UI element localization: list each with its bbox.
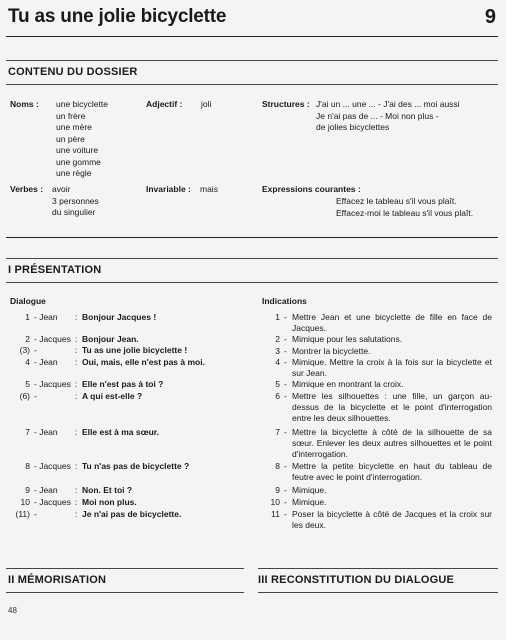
- expressions-list: [336, 196, 473, 219]
- indication-text: Mimique.: [292, 497, 327, 507]
- dialogue-text: Non. Et toi ?: [82, 485, 133, 495]
- dialogue-line-number: 10: [20, 497, 30, 507]
- presentation-heading: I PRÉSENTATION: [8, 264, 102, 276]
- verbes-item: 3 personnes: [52, 195, 99, 206]
- dialogue-text: Tu n'as pas de bicyclette ?: [82, 461, 190, 471]
- dialogue-speaker: - Jean: [34, 485, 58, 495]
- dialogue-speaker: - Jean: [34, 357, 58, 367]
- indication-dash: -: [284, 379, 287, 389]
- dialogue-line-number: 9: [25, 485, 30, 495]
- indication-dash: -: [284, 509, 287, 519]
- invariable-label: Invariable :: [146, 184, 191, 194]
- title-rule: [6, 36, 498, 37]
- dialogue-colon: :: [75, 391, 78, 401]
- indication-text: Poser la bicyclette à côté de Jacques et la croix sur les deux.: [292, 509, 492, 531]
- indication-number: 2: [275, 334, 280, 344]
- reconstitution-heading-rule: [258, 592, 498, 593]
- indication-dash: -: [284, 391, 287, 401]
- dialogue-speaker: -: [34, 509, 37, 519]
- indication-text: Mimique pour les salutations.: [292, 334, 403, 344]
- dialogue-text: Elle n'est pas à toi ?: [82, 379, 164, 389]
- noms-item: un frère: [56, 110, 86, 121]
- structures-item: de jolies bicyclettes: [316, 122, 390, 132]
- dialogue-colon: :: [75, 357, 78, 367]
- indication-text: Montrer la bicyclette.: [292, 346, 371, 356]
- contenu-top-rule: [6, 60, 498, 61]
- dossier-number: 9: [484, 6, 496, 28]
- structures-list: [316, 99, 498, 134]
- indication-text: Mettre les silhouettes : une fille, un garçon au-dessus de la bicyclette et le point d'interrogation entre les deux silhouettes.: [292, 391, 492, 424]
- indication-number: 8: [275, 461, 280, 471]
- indication-text: Mettre la petite bicyclette en haut du tableau de feutre avec le point d'interrogation.: [292, 461, 492, 483]
- dialogue-line-number: 7: [25, 427, 30, 437]
- dialogue-text: Bonjour Jean.: [82, 334, 139, 344]
- expressions-item: Effacez-moi le tableau s'il vous plaît.: [336, 207, 474, 218]
- dialogue-line-number: 1: [25, 312, 30, 322]
- structures-item: Je n'ai pas de ... - Moi non plus -: [316, 110, 439, 121]
- dialogue-colon: :: [75, 485, 78, 495]
- indication-number: 9: [275, 485, 280, 495]
- dialogue-speaker: - Jacques: [34, 379, 71, 389]
- dialogue-speaker: - Jean: [34, 312, 58, 322]
- memorisation-heading-rule: [6, 592, 244, 593]
- dialogue-line-number: (11): [15, 509, 30, 519]
- verbes-item: du singulier: [52, 207, 96, 217]
- dialogue-speaker: - Jacques: [34, 461, 71, 471]
- verbes-label: Verbes :: [10, 184, 44, 194]
- dialogue-text: Moi non plus.: [82, 497, 137, 507]
- dialogue-text: Oui, mais, elle n'est pas à moi.: [82, 357, 205, 367]
- noms-item: une mère: [56, 122, 92, 132]
- indication-text: Mimique en montrant la croix.: [292, 379, 404, 389]
- indication-dash: -: [284, 497, 287, 507]
- memorisation-heading: II MÉMORISATION: [8, 574, 107, 586]
- indication-dash: -: [284, 461, 287, 471]
- page-number: 48: [8, 606, 17, 615]
- noms-list: [56, 99, 108, 180]
- dialogue-line-number: 2: [25, 334, 30, 344]
- dialogue-speaker: - Jean: [34, 427, 58, 437]
- reconstitution-heading: III RECONSTITUTION DU DIALOGUE: [258, 574, 455, 586]
- indication-number: 4: [275, 357, 280, 367]
- dialogue-colon: :: [75, 379, 78, 389]
- dialogue-colon: :: [75, 312, 78, 322]
- verbes-list: [52, 184, 99, 219]
- dialogue-line-number: (6): [19, 391, 30, 401]
- dialogue-colon: :: [75, 497, 78, 507]
- indication-text: Mettre la bicyclette à côté de la silhouette de sa sœur. Enlever les deux autres silhouettes et le point d'interrogation.: [292, 427, 492, 460]
- indication-number: 7: [275, 427, 280, 437]
- page-title: Tu as une jolie bicyclette: [8, 6, 227, 27]
- dialogue-text: Tu as une jolie bicyclette !: [82, 345, 188, 355]
- structures-item: J'ai un ... une ... - J'ai des ... moi aussi: [316, 99, 460, 109]
- indication-dash: -: [284, 485, 287, 495]
- indication-dash: -: [284, 346, 287, 356]
- reconstitution-top-rule: [258, 568, 498, 569]
- indication-number: 5: [275, 379, 280, 389]
- indication-number: 6: [275, 391, 280, 401]
- dialogue-text: A qui est-elle ?: [82, 391, 143, 401]
- dialogue-colon: :: [75, 509, 78, 519]
- indication-number: 3: [275, 346, 280, 356]
- contenu-heading: CONTENU DU DOSSIER: [8, 66, 138, 78]
- dialogue-line-number: 8: [25, 461, 30, 471]
- dialogue-colon: :: [75, 334, 78, 344]
- contenu-bottom-rule: [6, 237, 498, 238]
- presentation-heading-rule: [6, 282, 498, 283]
- expressions-label: Expressions courantes :: [262, 184, 361, 194]
- dialogue-speaker: -: [34, 345, 37, 355]
- dialogue-line-number: (3): [19, 345, 30, 355]
- contenu-heading-rule: [6, 84, 498, 85]
- indication-number: 10: [270, 497, 280, 507]
- dialogue-colon: :: [75, 345, 78, 355]
- indication-dash: -: [284, 427, 287, 437]
- indication-dash: -: [284, 312, 287, 322]
- dialogue-line-number: 5: [25, 379, 30, 389]
- memorisation-top-rule: [6, 568, 244, 569]
- noms-item: une voiture: [56, 145, 99, 155]
- dialogue-colon: :: [75, 461, 78, 471]
- structures-label: Structures :: [262, 99, 310, 109]
- noms-item: une bicyclette: [56, 99, 108, 109]
- invariable-value: mais: [200, 184, 218, 194]
- dialogue-text: Elle est à ma sœur.: [82, 427, 160, 437]
- indication-text: Mettre Jean et une bicyclette de fille en face de Jacques.: [292, 312, 492, 334]
- dialogue-speaker: - Jacques: [34, 334, 71, 344]
- dialogue-text: Bonjour Jacques !: [82, 312, 157, 322]
- indication-number: 11: [271, 509, 280, 519]
- dialogue-text: Je n'ai pas de bicyclette.: [82, 509, 182, 519]
- indication-text: Mimique. Mettre la croix à la fois sur la bicyclette et sur Jean.: [292, 357, 492, 379]
- indication-dash: -: [284, 334, 287, 344]
- adjectif-label: Adjectif :: [146, 99, 183, 109]
- dialogue-label: Dialogue: [10, 296, 46, 306]
- noms-item: une règle: [56, 168, 92, 178]
- adjectif-value: joli: [201, 99, 212, 109]
- dialogue-colon: :: [75, 427, 78, 437]
- verbes-item: avoir: [52, 184, 71, 194]
- presentation-top-rule: [6, 258, 498, 259]
- dialogue-speaker: -: [34, 391, 37, 401]
- dialogue-speaker: - Jacques: [34, 497, 71, 507]
- indication-text: Mimique.: [292, 485, 327, 495]
- noms-item: un père: [56, 133, 85, 144]
- indications-label: Indications: [262, 296, 307, 306]
- noms-item: une gomme: [56, 156, 101, 167]
- expressions-item: Effacez le tableau s'il vous plaît.: [336, 196, 457, 206]
- indication-dash: -: [284, 357, 287, 367]
- indication-number: 1: [275, 312, 280, 322]
- noms-label: Noms :: [10, 99, 39, 109]
- dialogue-line-number: 4: [25, 357, 30, 367]
